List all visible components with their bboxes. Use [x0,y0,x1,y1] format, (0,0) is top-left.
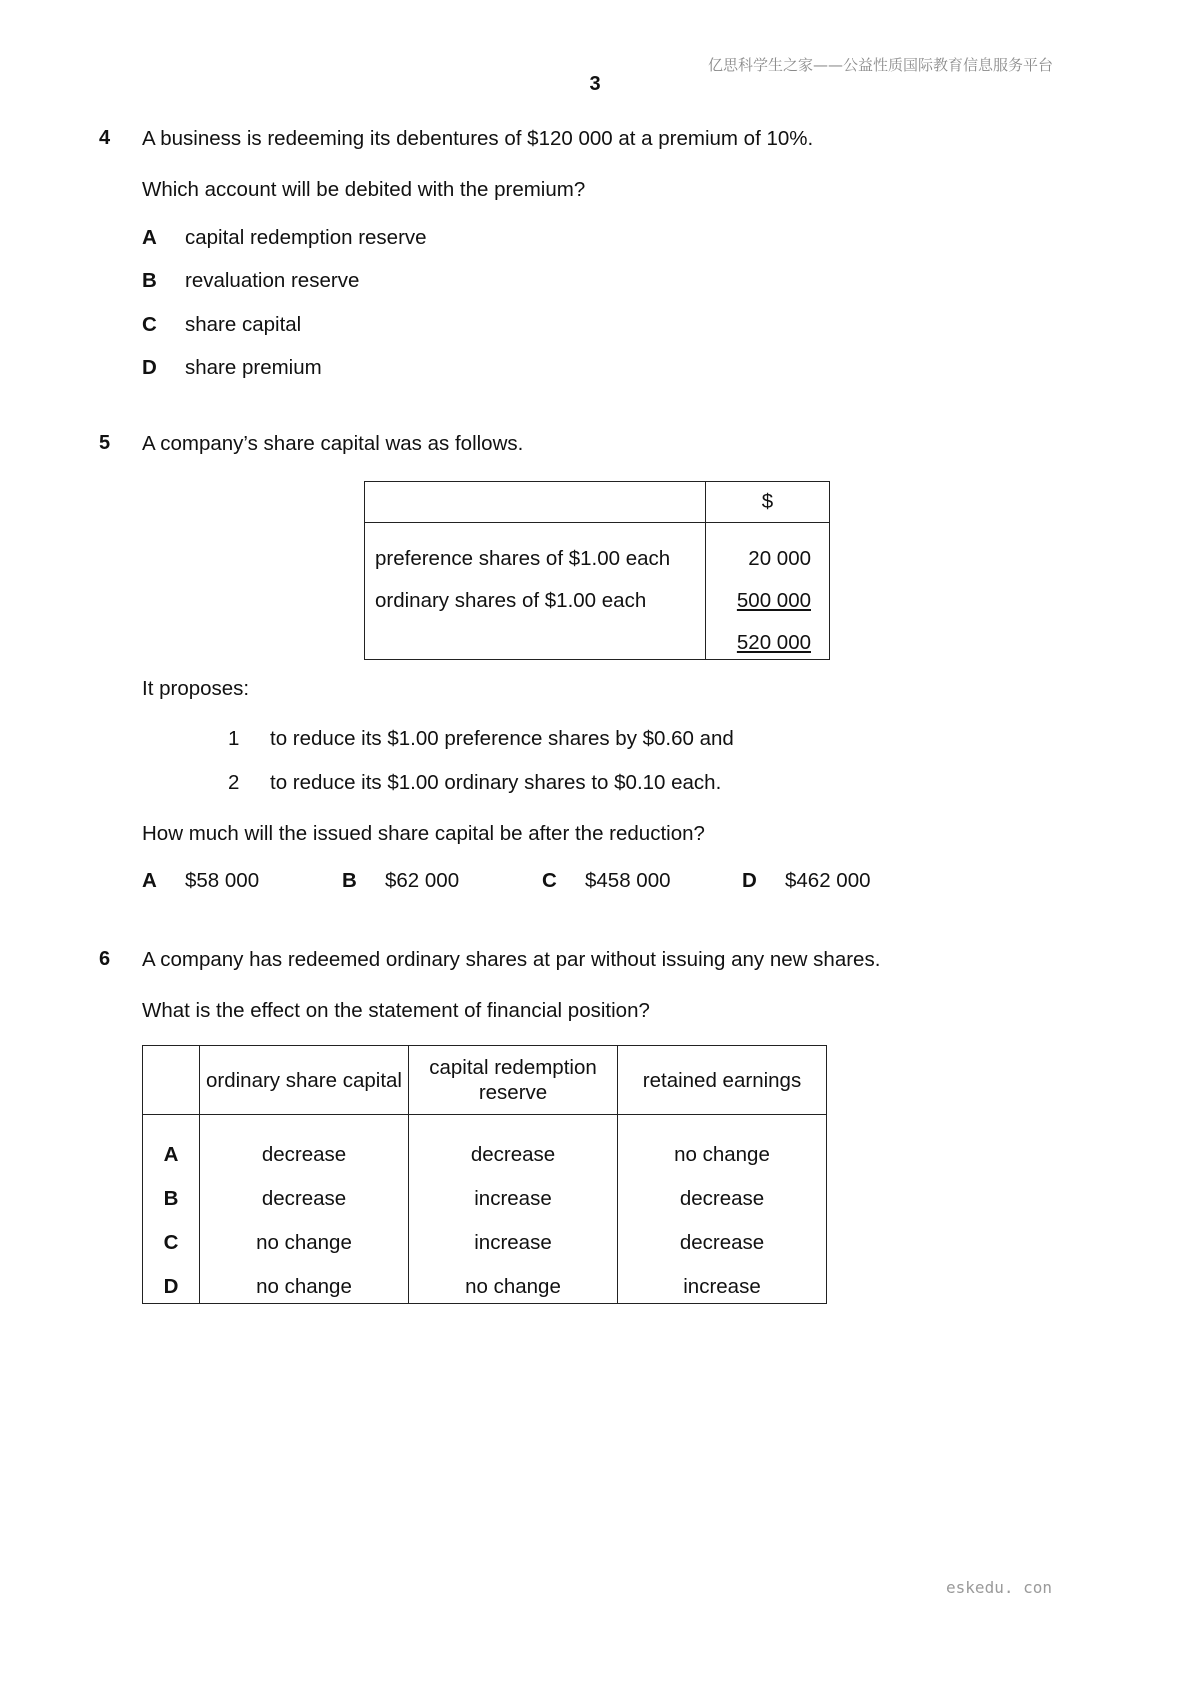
page-number: 3 [589,73,601,95]
row-value: 500 000 [736,589,811,612]
table-row [143,1169,827,1213]
proposal-text-2: to reduce its $1.00 ordinary shares to $0.10 each. [270,771,722,794]
footer-site: eskedu. con [946,1578,1052,1597]
table-row [365,523,830,572]
table-row-total [365,613,830,660]
proposal-text-1: to reduce its $1.00 preference shares by $0.60 and [270,727,734,750]
table-header-currency: $ [705,482,829,523]
effect-table [142,1045,827,1304]
row-key: D [143,1257,200,1304]
q5-option-b-text: $62 000 [385,869,460,892]
q4-option-b-text: revaluation reserve [185,269,360,292]
q5-option-a-text: $58 000 [185,869,260,892]
table-cell: decrease [409,1115,618,1170]
q5-stem: A company’s share capital was as follows. [142,432,524,455]
proposal-number-2: 2 [228,771,240,794]
q5-option-c-text: $458 000 [585,869,671,892]
table-cell: decrease [618,1169,827,1213]
table-header-row [143,1046,827,1115]
q6-stem: A company has redeemed ordinary shares at par without issuing any new shares. [142,948,881,971]
table-cell: decrease [200,1169,409,1213]
column-header: capital redemption reserve [409,1046,618,1115]
table-cell: no change [200,1257,409,1304]
q4-option-c [142,313,157,337]
q4-option-a [142,226,157,250]
question-number-6: 6 [99,948,111,970]
row-value: 20 000 [705,523,829,572]
table-cell: no change [200,1213,409,1257]
q5-option-a: A [142,869,157,892]
q4-option-a-text: capital redemption reserve [185,226,427,249]
table-header-label [365,482,706,523]
row-label [365,613,706,660]
table-cell: no change [618,1115,827,1170]
row-key: C [143,1213,200,1257]
q4-option-d [142,356,157,380]
q5-option-d-text: $462 000 [785,869,871,892]
row-label: ordinary shares of $1.00 each [365,571,706,613]
q5-question: How much will the issued share capital be after the reduction? [142,822,705,845]
row-key: A [143,1115,200,1170]
q6-question: What is the effect on the statement of financial position? [142,999,650,1022]
q5-option-c: C [542,869,557,892]
q4-option-c-text: share capital [185,313,302,336]
q4-question: Which account will be debited with the premium? [142,178,586,201]
table-row [143,1213,827,1257]
question-number-4: 4 [99,127,111,149]
q5-proposes: It proposes: [142,677,250,700]
table-row [143,1257,827,1304]
share-capital-table [364,481,830,660]
column-header: ordinary share capital [200,1046,409,1115]
table-cell: increase [409,1169,618,1213]
total-value: 520 000 [736,631,811,654]
proposal-number-1: 1 [228,727,240,750]
table-cell: decrease [618,1213,827,1257]
row-key: B [143,1169,200,1213]
q4-option-d-text: share premium [185,356,322,379]
q5-option-b: B [342,869,357,892]
table-cell: no change [409,1257,618,1304]
table-cell: increase [409,1213,618,1257]
table-cell: decrease [200,1115,409,1170]
row-label: preference shares of $1.00 each [365,523,706,572]
option-letter: C [142,313,157,336]
q4-option-b [142,269,157,293]
column-header: retained earnings [618,1046,827,1115]
option-letter: A [142,226,157,249]
q4-stem: A business is redeeming its debentures of $120 000 at a premium of 10%. [142,127,814,150]
option-letter: B [142,269,157,292]
table-cell: increase [618,1257,827,1304]
option-letter: D [142,356,157,379]
q5-option-d: D [742,869,757,892]
question-number-5: 5 [99,432,111,454]
table-row [143,1115,827,1170]
table-row [365,571,830,613]
table-header-row [365,482,830,523]
header-watermark: 亿思科学生之家——公益性质国际教育信息服务平台 [707,56,1053,74]
